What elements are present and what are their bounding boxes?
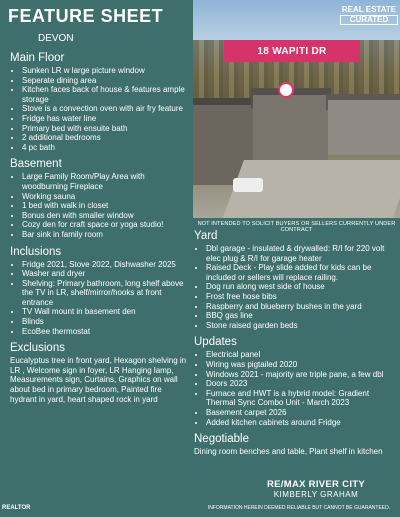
list-item: • Stove is a convection oven with air fry feature <box>22 104 188 114</box>
list-item: • Large Family Room/Play Area with woodburning Fireplace <box>22 172 188 191</box>
disclaimer: INFORMATION HEREIN DEEMED RELIABLE BUT CANNOT BE GUARANTEED. <box>207 505 391 511</box>
list-item: • Doors 2023 <box>206 379 394 389</box>
solicit-notice: NOT INTENDED TO SOLICIT BUYERS OR SELLERS CURRENTLY UNDER CONTRACT <box>197 221 396 233</box>
right-column <box>194 230 394 463</box>
inclusions-title: Inclusions <box>10 245 62 258</box>
list-item: • Bonus den with smaller window <box>22 211 188 221</box>
list-item: • Working sauna <box>22 192 188 202</box>
list-item: • Frost free hose bibs <box>206 292 394 302</box>
remax-logo <box>246 479 386 499</box>
exclusions-text: Eucalyptus tree in front yard, Hexagon shelving in LR , Welcome sign in foyer, LR Hanging lamp, Measurements sign, Curtains, Graphics on wall about bed in primary bedroom, Painted fire hydrant in yard, heart shaped rock in yard <box>10 356 187 404</box>
list-item: • Bar sink in family room <box>22 230 188 240</box>
list-item: • Furnace and HWT is a hybrid model: Gradient Thermal Sync Combo Unit - March 2023 <box>206 389 394 408</box>
list-item: • Windows 2021 - majority are triple pane, a few dbl <box>206 370 394 380</box>
truck <box>233 178 263 192</box>
list-item: • 1 bed with walk in closet <box>22 201 188 211</box>
address-badge: 18 WAPITI DR <box>224 40 360 62</box>
list-item: • Fridge has water line <box>22 114 188 124</box>
main-floor-list <box>10 66 188 152</box>
updates-list <box>194 350 394 427</box>
list-item: • Wiring was pigtailed 2020 <box>206 360 394 370</box>
list-item: • Dog run along west side of house <box>206 282 394 292</box>
brand-line2: CURATED <box>340 15 398 25</box>
logo-line1: RE/MAX RIVER CITY <box>267 479 365 490</box>
list-item: • Primary bed with ensuite bath <box>22 124 188 134</box>
list-item: • Shelving: Primary bathroom, long shelf above the TV in LR, shelf/mirror/hooks at front entrance <box>22 279 188 308</box>
page-subtitle: DEVON <box>38 33 74 44</box>
list-item: • Sunken LR w large picture window <box>22 66 188 76</box>
list-item: • Added kitchen cabinets around Fridge <box>206 418 394 428</box>
list-item: • Basement carpet 2026 <box>206 408 394 418</box>
neighbor-house-right <box>328 100 400 155</box>
list-item: • Blinds <box>22 317 188 327</box>
list-item: • Cozy den for craft space or yoga studio! <box>22 220 188 230</box>
list-item: • Raspberry and blueberry bushes in the yard <box>206 302 394 312</box>
list-item: • Dbl garage - insulated & drywalled: R/I for 220 volt elec plug & R/I for garage heater <box>206 244 394 263</box>
exclusions-title: Exclusions <box>10 342 65 355</box>
negotiable-title: Negotiable <box>194 433 249 446</box>
brand-line1: REAL ESTATE <box>341 5 397 14</box>
location-pin-icon <box>278 82 294 98</box>
list-item: • 4 pc bath <box>22 143 188 153</box>
list-item: • 2 additional bedrooms <box>22 133 188 143</box>
yard-list <box>194 244 394 330</box>
subject-house <box>253 95 328 165</box>
basement-title: Basement <box>10 158 62 171</box>
list-item: • Stone raised garden beds <box>206 321 394 331</box>
list-item: • Washer and dryer <box>22 269 188 279</box>
page-title: FEATURE SHEET <box>8 6 164 26</box>
brand-logo <box>340 6 398 25</box>
left-column <box>10 52 188 410</box>
negotiable-text: Dining room benches and table, Plant shelf in kitchen <box>194 447 383 457</box>
yard-title: Yard <box>194 230 218 242</box>
house-aerial-photo <box>193 0 400 218</box>
list-item: • EcoBee thermostat <box>22 327 188 337</box>
list-item: • TV Wall mount in basement den <box>22 307 188 317</box>
list-item: • Electrical panel <box>206 350 394 360</box>
list-item: • Raised Deck - Play slide added for kids can be included or sellers will replace railing. <box>206 263 394 282</box>
list-item: • Seperate dining area <box>22 76 188 86</box>
updates-title: Updates <box>194 336 237 349</box>
basement-list <box>10 172 188 239</box>
list-item: • Kitchen faces back of house & features ample storage <box>22 85 188 104</box>
list-item: • BBQ gas line <box>206 311 394 321</box>
logo-line2: KIMBERLY GRAHAM <box>273 490 359 499</box>
list-item: • Fridge 2021, Stove 2022, Dishwasher 2025 <box>22 260 188 270</box>
inclusions-list <box>10 260 188 337</box>
main-floor-title: Main Floor <box>10 52 65 64</box>
realtor-watermark: REALTOR <box>2 505 31 511</box>
